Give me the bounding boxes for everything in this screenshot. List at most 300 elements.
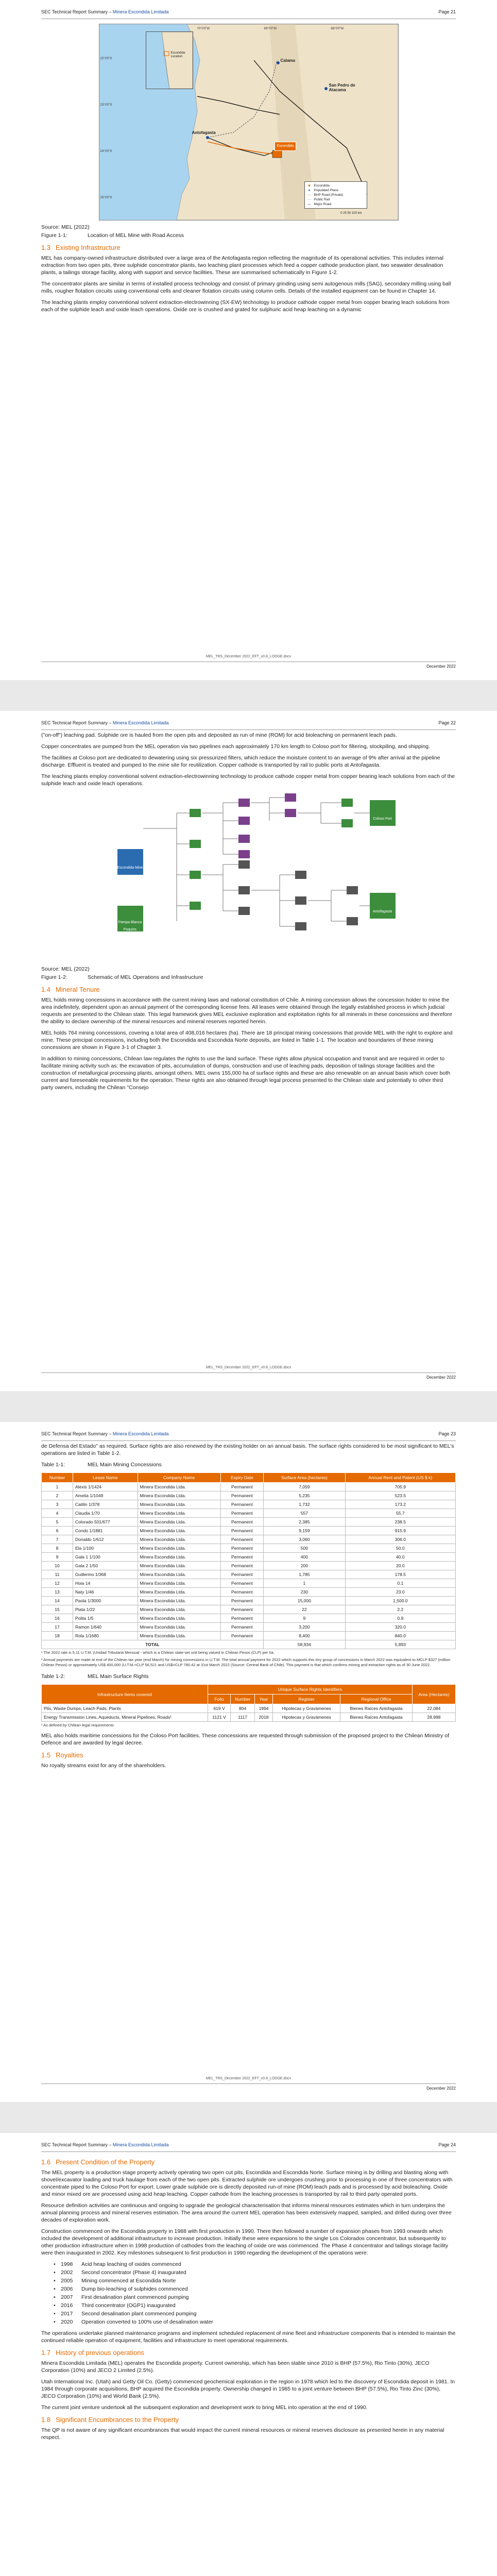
table-cell: Gala 1 1/100: [73, 1553, 138, 1562]
table-cell: Permanent: [220, 1483, 263, 1492]
milestone-item: [54, 2294, 456, 2301]
table-cell: 915.9: [345, 1527, 455, 1535]
map-legend: [304, 181, 367, 209]
table-cell: Permanent: [220, 1492, 263, 1500]
table-group-header: Unique Surface Rights Identifiers: [208, 1685, 412, 1694]
table-cell: Minera Escondida Ltda.: [138, 1535, 220, 1544]
doc-title: SEC Technical Report Summary: [41, 9, 108, 14]
table-cell: 10: [42, 1562, 73, 1570]
table-cell: 1,732: [264, 1500, 346, 1509]
table-cell: Condo 1/1881: [73, 1527, 138, 1535]
table-cell: Minera Escondida Ltda.: [138, 1492, 220, 1500]
process-node: [238, 860, 250, 869]
table-cell: Permanent: [220, 1544, 263, 1553]
table-row: [42, 1588, 456, 1597]
footer-date: December 2022: [426, 664, 456, 669]
table-row: [42, 1553, 456, 1562]
table-cell: Pits, Waste Dumps, Leach Pads, Plants: [42, 1704, 208, 1713]
milestone-text: Dump bio-leaching of sulphides commenced: [81, 2286, 188, 2292]
table-cell: 15: [42, 1605, 73, 1614]
table-header-cell: Lease Name: [73, 1473, 138, 1483]
table-cell: 7,059: [264, 1483, 346, 1492]
milestone-text: Operation converted to 100% use of desalination water: [81, 2319, 213, 2325]
footer-file: MEL_TRS_December 2022_EFT_v0.8_LODGE.docx: [205, 2077, 292, 2080]
milestone-text: Third concentrator (OGP1) inaugurated: [81, 2302, 176, 2309]
table-cell: 18: [42, 1632, 73, 1640]
paragraph: In addition to mining concessions, Chilean law regulates the rights to use the land surface. These rights allow physical occupation and transit and are required in order to facilitate mining activity such as: the excavation of pits, accumulation of dumps, construction and use of leaching pads, deposition of tailings storage facilities and the construction of metallurgical processing plants, amongst others. MEL owns 155,000 ha of surface rights and these are also renewable on an annual basis which cover both current and foreseeable requirements for the operation. These rights are also obtained through legal process presented to the Chilean state and potentially to other third party owners, including the Chilean "Consejo: [41, 1056, 450, 1091]
table-cell: Minera Escondida Ltda.: [138, 1544, 220, 1553]
scale-bar: 0 25 50 100 km: [340, 212, 362, 215]
section-heading: 1.8 Significant Encumbrances to the Property: [41, 2416, 179, 2424]
operations-schematic: [99, 792, 398, 962]
table-cell: 238.5: [345, 1518, 455, 1527]
page-header: SEC Technical Report Summary – Minera Escondida Limitada Page 24: [41, 2142, 456, 2152]
milestone-year: 2020: [61, 2319, 73, 2325]
table-cell: Minera Escondida Ltda.: [138, 1623, 220, 1632]
table-cell: 1121 V: [208, 1713, 230, 1722]
surface-rights-table: [41, 1684, 456, 1722]
figure-source: Source: MEL (2022): [41, 224, 90, 230]
table-cell: 17: [42, 1623, 73, 1632]
san-pedro-dot: [324, 87, 328, 90]
table-header-cell: Annual Rent and Patent (US $ k): [345, 1473, 455, 1483]
table-cell: Permanent: [220, 1527, 263, 1535]
table-cell: 1994: [255, 1704, 273, 1713]
lat-tick: 25°0'0"S: [100, 196, 112, 199]
lon-tick: 69°0'0"W: [264, 27, 277, 30]
page-footer: [41, 1366, 456, 1380]
table-cell: 2018: [255, 1713, 273, 1722]
table-cell: Permanent: [220, 1614, 263, 1623]
table-cell: Alexis 1/1424: [73, 1483, 138, 1492]
table-cell: Minera Escondida Ltda.: [138, 1632, 220, 1640]
milestone-year: 2006: [61, 2286, 73, 2292]
table-header-cell: Infrastructure Items covered: [42, 1685, 208, 1704]
table-cell: 0.9: [345, 1614, 455, 1623]
milestone-year: 2007: [61, 2294, 73, 2300]
milestone-item: [54, 2318, 456, 2326]
table-header-cell: Folio: [208, 1694, 230, 1704]
paragraph: MEL holds mining concessions in accordance with the current mining laws and national constitution of Chile. A mining concession allows the concession holder to mine the area indefinitely, dependent upon an annual payment of the corresponding license fees. All leases were obtained through the legally established process in which judicial requests are presented to the Chilean state. This legal framework gives MEL exclusive exploration and exploitation rights for all minerals in these concessions and therefore the ability to declare ownership of the mineral resources and mineral reserves reported herein.: [41, 997, 452, 1025]
table-cell: 15,000: [264, 1597, 346, 1605]
table-header-cell: Register: [273, 1694, 340, 1704]
paragraph: Resource definition activities are continuous and ongoing to upgrade the geological characterisation that informs mineral resources estimates which in turn underpins the annual planning process and mineral reserves estimation. The area around the current MEL operation has been extensively mapped, sampled, and drilled during over three decades of exploration work.: [41, 2202, 452, 2223]
table-header-cell: Regional Office: [340, 1694, 413, 1704]
table-header-cell: Surface Area (hectares): [264, 1473, 346, 1483]
footer-date: December 2022: [426, 1375, 456, 1380]
table-cell: Ela 1/100: [73, 1544, 138, 1553]
milestone-list: [54, 2261, 456, 2326]
process-node: [341, 799, 353, 807]
total-rent: 5,893: [345, 1640, 455, 1649]
paragraph: No royalty streams exist for any of the shareholders.: [41, 1762, 166, 1769]
table-cell: Minera Escondida Ltda.: [138, 1579, 220, 1588]
process-node: [190, 840, 201, 848]
table-cell: Permanent: [220, 1570, 263, 1579]
table-header-cell: Number: [231, 1694, 255, 1704]
table-row: [42, 1605, 456, 1614]
table-cell: Minera Escondida Ltda.: [138, 1570, 220, 1579]
table-cell: 23.0: [345, 1588, 455, 1597]
table-cell: Permanent: [220, 1553, 263, 1562]
table-cell: Permanent: [220, 1605, 263, 1614]
table-cell: 557: [264, 1509, 346, 1518]
paragraph: Copper concentrates are pumped from the MEL operation via two pipelines each approximately 170 km length to Coloso port for filtering, stockpiling, and shipping.: [41, 743, 430, 750]
doc-title: SEC Technical Report Summary: [41, 1431, 108, 1436]
table-caption: Table 1-2: MEL Main Surface Rights: [41, 1673, 149, 1680]
table-row: [42, 1535, 456, 1544]
lat-tick: 23°0'0"S: [100, 104, 112, 107]
table-cell: Caitlin 1/378: [73, 1500, 138, 1509]
table-cell: Minera Escondida Ltda.: [138, 1605, 220, 1614]
paragraph: MEL holds 764 mining concessions, covering a total area of 408,016 hectares (ha). There are 18 principal mining concessions that provide MEL with the right to explore and mine. These principal concessions, including both the Escondida and Escondida Norte deposits, are listed in Table 1-1. The location and boundaries of these mining concessions are shown in Figure 3-1 of Chapter 3.: [41, 1030, 453, 1050]
page-footer: [41, 655, 456, 669]
table-row: [42, 1713, 456, 1722]
table-cell: 3: [42, 1500, 73, 1509]
table-cell: 1: [42, 1483, 73, 1492]
table-cell: 6: [42, 1527, 73, 1535]
pampa-blanca-box: Pampa Blanca Puquios: [117, 906, 143, 931]
table-cell: 9: [264, 1614, 346, 1623]
table-cell: Bienes Raíces Antofagasta: [340, 1704, 413, 1713]
figure-caption: Figure 1-1: Location of MEL Mine with Road Access: [41, 232, 184, 239]
process-node: [341, 819, 353, 827]
footer-file: MEL_TRS_December 2022_EFT_v0.8_LODGE.docx: [205, 1366, 292, 1369]
table-total-row: [42, 1640, 456, 1649]
paragraph: The MEL property is a production stage property actively operating two open cut pits, Escondida and Escondida Norte. Surface mining is by drilling and blasting along with shovel/excavator loading and truck haulage from each of the two open pits. Extracted sulphide ore undergoes crushing prior to processing in one of three concentrators with concentrate piped to the Coloso Port for export. Lower grade sulphide ore is directly deposited run-of mine (ROM) leach pads and is processed by acid bioleaching. Oxide and minor mixed ore are processed using acid heap leaching. Copper cathode from the leaching processes is transported by rail to third party operated ports.: [41, 2170, 453, 2197]
page-number: Page 23: [438, 1431, 456, 1436]
table-cell: Colorado 501/677: [73, 1518, 138, 1527]
table-cell: Permanent: [220, 1562, 263, 1570]
table-cell: Claudia 1/70: [73, 1509, 138, 1518]
table-cell: Permanent: [220, 1588, 263, 1597]
milestone-year: 1998: [61, 2261, 73, 2267]
table-header-cell: Year: [255, 1694, 273, 1704]
figure-source: Source: MEL (2022): [41, 966, 90, 972]
bullet-icon: •: [54, 2311, 56, 2317]
process-node: [238, 835, 250, 843]
doc-title: SEC Technical Report Summary: [41, 720, 108, 725]
page-header: SEC Technical Report Summary – Minera Escondida Limitada Page 21: [41, 9, 456, 19]
milestone-item: [54, 2269, 456, 2276]
process-node: [295, 896, 306, 905]
table-cell: 400: [264, 1553, 346, 1562]
paragraph: The leaching plants employ conventional solvent extraction-electrowinning (SX-EW) technology to produce cathode copper metal from copper bearing leach solutions from each of the sulphide leach and oxide leach operations. Oxide ore is crushed and grated for sulphuric acid heap leaching on a dynamic: [41, 299, 450, 313]
place-escondida: Escondida: [275, 142, 297, 151]
milestone-item: [54, 2277, 456, 2284]
table-cell: 840.0: [345, 1632, 455, 1640]
section-heading: 1.5 Royalties: [41, 1751, 83, 1759]
table-cell: Hoia 14: [73, 1579, 138, 1588]
table-cell: 14: [42, 1597, 73, 1605]
coloso-port-box: Coloso Port: [370, 800, 396, 826]
table-cell: 523.5: [345, 1492, 455, 1500]
page-23: [0, 1422, 497, 2102]
section-heading: 1.3 Existing Infrastructure: [41, 244, 121, 251]
table-cell: Bienes Raíces Antofagasta: [340, 1713, 413, 1722]
company-name: Minera Escondida Limitada: [112, 9, 169, 14]
table-cell: 1,500.0: [345, 1597, 455, 1605]
table-cell: Permanent: [220, 1535, 263, 1544]
table-cell: 28,998: [412, 1713, 455, 1722]
table-cell: Minera Escondida Ltda.: [138, 1483, 220, 1492]
company-name: Minera Escondida Limitada: [112, 720, 169, 725]
process-node: [238, 907, 250, 915]
paragraph: The facilities at Coloso port are dedicated to dewatering using six pressurized filters, which reduce the moisture content to an average of 9% after arrival at the pipeline discharge. Effluent is treated and pumped to the mine site for reutilization. Copper cathode is transported by rail to public ports at Antofagasta.: [41, 755, 440, 768]
table-cell: 55.7: [345, 1509, 455, 1518]
table-cell: Plata 1/22: [73, 1605, 138, 1614]
bullet-icon: •: [54, 2319, 56, 2325]
table-cell: Minera Escondida Ltda.: [138, 1597, 220, 1605]
milestone-item: [54, 2261, 456, 2268]
table-cell: 178.5: [345, 1570, 455, 1579]
table-cell: Permanent: [220, 1500, 263, 1509]
table-row: [42, 1632, 456, 1640]
milestone-year: 2005: [61, 2278, 73, 2284]
paragraph: Minera Escondida Limitada (MEL) operates the Escondida property. Current ownership, which has been stable since 2010 is BHP (57.5%), Rio Tinto (30%), JECO Corporation (10%) and JECO 2 Limited (2.5%).: [41, 2360, 430, 2374]
table-row: [42, 1570, 456, 1579]
table-cell: 4: [42, 1509, 73, 1518]
table-cell: 40.0: [345, 1553, 455, 1562]
page-header: SEC Technical Report Summary – Minera Escondida Limitada Page 22: [41, 720, 456, 730]
section-heading: 1.4 Mineral Tenure: [41, 986, 100, 993]
bullet-icon: •: [54, 2286, 56, 2292]
table-row: [42, 1597, 456, 1605]
inset-label: Escondida Location: [170, 52, 185, 58]
table-cell: 200: [264, 1562, 346, 1570]
escondida-marker: [272, 150, 282, 158]
table-cell: Rola 1/1680: [73, 1632, 138, 1640]
table-cell: 2: [42, 1492, 73, 1500]
process-node: [190, 809, 201, 817]
milestone-text: First desalination plant commenced pumping: [81, 2294, 189, 2300]
table-cell: 1117: [231, 1713, 255, 1722]
table-cell: 619 V: [208, 1704, 230, 1713]
table-cell: 2,385: [264, 1518, 346, 1527]
process-node: [347, 917, 358, 925]
table-cell: 705.9: [345, 1483, 455, 1492]
table-cell: Permanent: [220, 1632, 263, 1640]
antofagasta-box: Antofagasta: [370, 893, 396, 919]
milestone-text: Acid heap leaching of oxides commenced: [81, 2261, 181, 2267]
bullet-icon: •: [54, 2302, 56, 2309]
table-cell: 20.0: [345, 1562, 455, 1570]
table-cell: 2.2: [345, 1605, 455, 1614]
process-node: [295, 871, 306, 879]
table-row: [42, 1483, 456, 1492]
section-heading: 1.7 History of previous operations: [41, 2349, 144, 2357]
inset-graphic: [146, 32, 193, 89]
table-cell: Polita 1/5: [73, 1614, 138, 1623]
process-node: [238, 817, 250, 825]
table-cell: Gala 2 1/50: [73, 1562, 138, 1570]
lon-tick: 70°0'0"W: [197, 27, 210, 30]
table-cell: Hipotecas y Gravámenes: [273, 1713, 340, 1722]
milestone-text: Mining commenced at Escondida Norte: [81, 2278, 176, 2284]
table-row: [42, 1562, 456, 1570]
legend-item: ● Populated Place: [308, 188, 338, 192]
table-header-cell: Area (Hectares): [412, 1685, 455, 1704]
table-cell: Minera Escondida Ltda.: [138, 1500, 220, 1509]
place-calama: Calama: [280, 58, 295, 63]
legend-item: — Major Road: [307, 202, 332, 206]
paragraph: MEL also holds maritime concessions for the Coloso Port facilities. These concessions are requested through submission of the proposed project to the Chilean Ministry of Defence and are awarded by legal decree.: [41, 1733, 449, 1746]
table-row: [42, 1614, 456, 1623]
paragraph: The leaching plants employ conventional solvent extraction-electrowinning technology to produce cathode copper metal from copper bearing leach solutions from each of the sulphide leach and oxide leach operations.: [41, 773, 455, 787]
footer-date: December 2022: [426, 2086, 456, 2091]
table-cell: Permanent: [220, 1597, 263, 1605]
table-row: [42, 1518, 456, 1527]
table-cell: Donaldo 1/612: [73, 1535, 138, 1544]
table-cell: 173.2: [345, 1500, 455, 1509]
bullet-icon: •: [54, 2294, 56, 2300]
table-cell: 9,159: [264, 1527, 346, 1535]
table-cell: Minera Escondida Ltda.: [138, 1518, 220, 1527]
process-node: [190, 902, 201, 910]
table-cell: Guillermo 1/368: [73, 1570, 138, 1579]
lon-tick: 68°0'0"W: [331, 27, 344, 30]
paragraph: ("on-off") leaching pad. Sulphide ore is hauled from the open pits and deposited as run of mine (ROM) for acid bioleaching on permanent leach pads.: [41, 732, 397, 738]
paragraph: The concentrator plants are similar in terms of installed process technology and consist of primary grinding using semi autogenous mills (SAG), secondary milling using ball mills, rougher flotation circuits using conventional cells and cleaner flotation circuits using column cells. Details of the installed equipment can be found in Chapter 14.: [41, 281, 451, 294]
table-cell: 13: [42, 1588, 73, 1597]
table-cell: 12: [42, 1579, 73, 1588]
table-row: [42, 1623, 456, 1632]
process-node: [285, 793, 296, 802]
table-cell: 11: [42, 1570, 73, 1579]
legend-item: - - Public Rail: [307, 197, 330, 201]
footer-file: MEL_TRS_December 2022_EFT_v0.8_LODGE.docx: [205, 655, 292, 658]
table-header-cell: Expiry Date: [220, 1473, 263, 1483]
process-node: [347, 886, 358, 894]
table-cell: Permanent: [220, 1579, 263, 1588]
table-cell: 230: [264, 1588, 346, 1597]
legend-item: — BHP Road (Private): [307, 193, 344, 197]
table-note: ² Annual payments are made at end of the Chilean tax year (end March) for mining concessions in U.T.M. The total annual payment for 2022 which supports this tiny group of concessions in March 2022 was equivalent to MCLP $327 (million Chilean Pesos) or approximately US$ 400,000 (U.T.M.=CLP 56,521 and US$=CLP 780.42 at 31st March 2022 (Source: Central Bank of Chile). This payment is that which confirms mining and extraction rights as of 30 June 2022.: [41, 1657, 451, 1667]
table-cell: 22: [264, 1605, 346, 1614]
table-cell: 3,060: [264, 1535, 346, 1544]
table-cell: 3,200: [264, 1623, 346, 1632]
legend-item: ■ Escondida: [308, 183, 330, 188]
total-area: 58,934: [264, 1640, 346, 1649]
lat-tick: 22°0'0"S: [100, 57, 112, 60]
mining-concessions-table: [41, 1472, 456, 1649]
paragraph: MEL has company-owned infrastructure distributed over a large area of the Antofagasta region reflecting the magnitude of its operational activities. This includes internal extraction from two open pits, three sulphide concentrator plants, two leaching plant processes which feed a copper cathode production plant, two seawater desalination plants, a tailings storage facility, along with support and service facilities. These are summarised schematically in Figure 1-2.: [41, 255, 443, 276]
bullet-icon: •: [54, 2261, 56, 2267]
inset-map: [146, 31, 193, 89]
table-cell: 8: [42, 1544, 73, 1553]
table-row: [42, 1527, 456, 1535]
location-map: [99, 24, 399, 221]
milestone-text: Second concentrator (Phase 4) inaugurated: [81, 2269, 186, 2276]
table-cell: 5: [42, 1518, 73, 1527]
page-24: [0, 2133, 497, 2576]
figure-caption: Figure 1-2: Schematic of MEL Operations and Infrastructure: [41, 974, 203, 980]
calama-dot: [277, 61, 280, 64]
process-node: [238, 850, 250, 858]
lat-tick: 24°0'0"S: [100, 150, 112, 153]
page-number: Page 24: [438, 2142, 456, 2147]
table-cell: 16: [42, 1614, 73, 1623]
process-node: [238, 886, 250, 894]
table-row: [42, 1500, 456, 1509]
table-cell: Permanent: [220, 1509, 263, 1518]
place-antofagasta: Antofagasta: [192, 130, 216, 135]
milestone-year: 2002: [61, 2269, 73, 2276]
table-note: ¹ As defined by Chilean legal requirements: [41, 1723, 114, 1727]
process-node: [238, 799, 250, 807]
process-node: [190, 871, 201, 879]
paragraph: Utah International Inc. (Utah) and Getty Oil Co. (Getty) commenced geochemical exploration in the region in 1978 which led to the discovery of Escondida deposit in 1981. In 1984 through corporate acquisitions, BHP acquired the Escondida property. Ownership changed in 1985 to a joint venture between BHP (57.5%), Rio Tinto Zinc (30%), JECO Corporation (10%) and World Bank (2.5%).: [41, 2379, 455, 2399]
table-cell: Minera Escondida Ltda.: [138, 1509, 220, 1518]
paragraph: de Defensa del Estado" as required. Surface rights are also renewed by the existing holder on an annual basis. The surface rights considered to be most significant to MEL's operations are listed in Table 1-2.: [41, 1443, 454, 1456]
table-cell: 804: [231, 1704, 255, 1713]
paragraph: Construction commenced on the Escondida property in 1988 with first production in 1990. There then followed a number of expansion phases from 1993 onwards which included the development of additional infrastructure to increase production. Initially these were expansions to the single Los Colorados concentrator, but subsequently to other production infrastructure when in 1998 production of cathodes from the leaching of oxide ore was commenced. The Phase 4 concentrator and tailings storage facility were then inaugurated in 2002. Key milestones subsequent to first production in 1990 regarding the development of the operations were:: [41, 2228, 449, 2256]
process-node: [285, 809, 296, 817]
table-cell: 320.0: [345, 1623, 455, 1632]
place-san-pedro: San Pedro de Atacama: [329, 83, 355, 92]
milestone-year: 2016: [61, 2302, 73, 2309]
table-cell: Minera Escondida Ltda.: [138, 1614, 220, 1623]
paragraph: The QP is not aware of any significant encumbrances that would impact the current mineral resources or mineral reserves disclosure as presented herein in any material respect.: [41, 2427, 444, 2441]
table-header-cell: Number: [42, 1473, 73, 1483]
table-cell: Energy Transmission Lines, Aqueducts, Mineral Pipelines, Roads¹: [42, 1713, 208, 1722]
table-row: [42, 1579, 456, 1588]
table-cell: Minera Escondida Ltda.: [138, 1588, 220, 1597]
milestone-item: [54, 2285, 456, 2293]
table-cell: 1,785: [264, 1570, 346, 1579]
company-name: Minera Escondida Limitada: [112, 1431, 169, 1436]
table-cell: 306.0: [345, 1535, 455, 1544]
table-cell: 50.0: [345, 1544, 455, 1553]
table-cell: 0.1: [345, 1579, 455, 1588]
table-cell: Hipotecas y Gravámenes: [273, 1704, 340, 1713]
milestone-text: Second desalination plant commenced pumping: [81, 2311, 197, 2317]
table-cell: Ramon 1/640: [73, 1623, 138, 1632]
process-node: [295, 922, 306, 930]
table-row: [42, 1509, 456, 1518]
table-row: [42, 1704, 456, 1713]
page-footer: [41, 2077, 456, 2091]
doc-title: SEC Technical Report Summary: [41, 2142, 108, 2147]
milestone-item: [54, 2302, 456, 2309]
table-caption: Table 1-1: MEL Main Mining Concessions: [41, 1462, 162, 1468]
escondida-mine-box: Escondida Mine: [117, 849, 143, 875]
table-cell: 1: [264, 1579, 346, 1588]
table-cell: Minera Escondida Ltda.: [138, 1562, 220, 1570]
milestone-year: 2017: [61, 2311, 73, 2317]
page-22: [0, 711, 497, 1391]
table-cell: 9: [42, 1553, 73, 1562]
table-header-cell: Company Name: [138, 1473, 220, 1483]
table-cell: Permanent: [220, 1518, 263, 1527]
section-heading: 1.6 Present Condition of the Property: [41, 2158, 155, 2166]
page-number: Page 21: [438, 9, 456, 14]
table-cell: Minera Escondida Ltda.: [138, 1553, 220, 1562]
table-cell: Naty 1/46: [73, 1588, 138, 1597]
table-cell: Amelia 1/1049: [73, 1492, 138, 1500]
table-row: [42, 1492, 456, 1500]
table-cell: 8,400: [264, 1632, 346, 1640]
bullet-icon: •: [54, 2269, 56, 2276]
paragraph: The operations undertake planned maintenance programs and implement scheduled replacement of mine fleet and infrastructure components that is intended to maintain the continued reliable operation of equipment, facilities and infrastructure to meet operational requirements.: [41, 2330, 456, 2344]
table-cell: 500: [264, 1544, 346, 1553]
table-cell: 7: [42, 1535, 73, 1544]
table-cell: Paola 1/3000: [73, 1597, 138, 1605]
table-cell: 5,235: [264, 1492, 346, 1500]
milestone-item: [54, 2310, 456, 2317]
table-cell: Minera Escondida Ltda.: [138, 1527, 220, 1535]
total-label: TOTAL: [42, 1640, 264, 1649]
